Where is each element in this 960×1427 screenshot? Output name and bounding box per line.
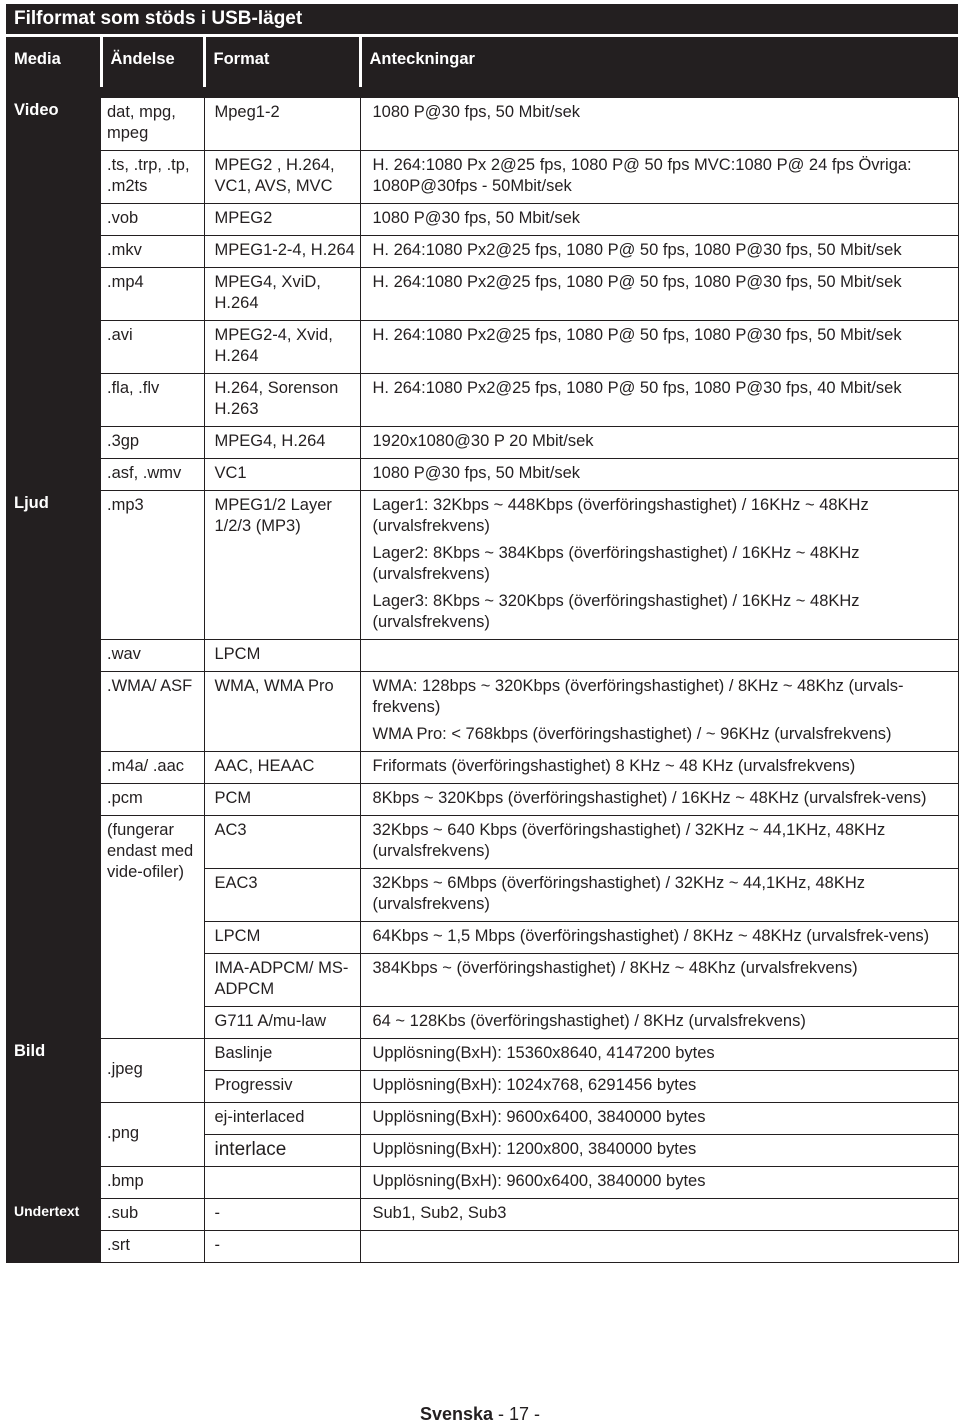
table-row xyxy=(6,1039,958,1071)
extension-cell: .bmp xyxy=(101,1167,204,1199)
table-row xyxy=(6,374,958,427)
footer-page-number: - 17 - xyxy=(493,1404,541,1424)
note-text: 64 ~ 128Kbs (överföringshastighet) / 8KHz (urvalsfrekvens) xyxy=(372,1012,806,1030)
note-text: H. 264:1080 Px2@25 fps, 1080 P@ 50 fps, 1080 P@30 fps, 50 Mbit/sek xyxy=(372,326,902,344)
table-row xyxy=(6,204,958,236)
notes-cell xyxy=(360,204,958,236)
format-cell: LPCM xyxy=(204,640,360,672)
extension-cell: .avi xyxy=(101,321,204,374)
note-text: 1080 P@30 fps, 50 Mbit/sek xyxy=(372,103,581,121)
notes-cell xyxy=(360,816,958,869)
notes-cell xyxy=(360,459,958,491)
table-row xyxy=(6,1231,958,1263)
note-text: Upplösning(BxH): 9600x6400, 3840000 bytes xyxy=(372,1172,706,1190)
note-text: 1920x1080@30 P 20 Mbit/sek xyxy=(372,432,594,450)
note-text: H. 264:1080 Px2@25 fps, 1080 P@ 50 fps, 1080 P@30 fps, 40 Mbit/sek xyxy=(372,379,902,397)
page-title: Filformat som stöds i USB-läget xyxy=(6,4,958,34)
notes-cell xyxy=(360,672,958,752)
table-row xyxy=(6,98,958,151)
extension-cell: .m4a/ .aac xyxy=(101,752,204,784)
note-text: WMA Pro: < 768kbps (överföringshastighet) / ~ 96KHz (urvalsfrekvens) xyxy=(372,725,892,743)
notes-cell xyxy=(360,491,958,640)
notes-cell xyxy=(360,1231,958,1263)
note-text: 32Kbps ~ 640 Kbps (överföringshastighet) / 32KHz ~ 44,1KHz, 48KHz (urvalsfrekvens) xyxy=(372,821,886,860)
table-body xyxy=(6,87,958,1263)
header-format: Format xyxy=(204,37,360,87)
format-cell: G711 A/mu-law xyxy=(204,1007,360,1039)
table-row xyxy=(6,1103,958,1135)
table-row xyxy=(6,752,958,784)
notes-cell xyxy=(360,1103,958,1135)
note-text: Sub1, Sub2, Sub3 xyxy=(372,1204,507,1222)
format-cell: IMA-ADPCM/ MS-ADPCM xyxy=(204,954,360,1007)
notes-cell xyxy=(360,1039,958,1071)
table-row xyxy=(6,1167,958,1199)
extension-cell: .mp3 xyxy=(101,491,204,640)
format-cell: MPEG4, H.264 xyxy=(204,427,360,459)
format-cell: MPEG2 , H.264, VC1, AVS, MVC xyxy=(204,151,360,204)
note-text: Upplösning(BxH): 1024x768, 6291456 bytes xyxy=(372,1076,697,1094)
notes-cell xyxy=(360,922,958,954)
note-text: 64Kbps ~ 1,5 Mbps (överföringshastighet) / 8KHz ~ 48KHz (urvalsfrek-vens) xyxy=(372,927,930,945)
format-cell: MPEG1/2 Layer 1/2/3 (MP3) xyxy=(204,491,360,640)
header-extension: Ändelse xyxy=(101,37,204,87)
media-cell: Bild xyxy=(6,1039,101,1199)
format-cell: EAC3 xyxy=(204,869,360,922)
table-row xyxy=(6,491,958,640)
format-cell: H.264, Sorenson H.263 xyxy=(204,374,360,427)
table-row xyxy=(6,459,958,491)
note-text: Friformats (överföringshastighet) 8 KHz ~ 48 KHz (urvalsfrekvens) xyxy=(372,757,856,775)
format-cell: MPEG2 xyxy=(204,204,360,236)
table-row xyxy=(6,236,958,268)
notes-cell xyxy=(360,98,958,151)
extension-cell: .3gp xyxy=(101,427,204,459)
notes-cell xyxy=(360,954,958,1007)
note-text: Lager1: 32Kbps ~ 448Kbps (överföringshastighet) / 16KHz ~ 48KHz (urvalsfrekvens) xyxy=(372,496,869,535)
extension-cell: .png xyxy=(101,1103,204,1167)
notes-cell xyxy=(360,374,958,427)
note-text: Upplösning(BxH): 1200x800, 3840000 bytes xyxy=(372,1140,697,1158)
note-text: 8Kbps ~ 320Kbps (överföringshastighet) / 16KHz ~ 48KHz (urvalsfrek-vens) xyxy=(372,789,927,807)
table-row xyxy=(6,1199,958,1231)
note-text: 1080 P@30 fps, 50 Mbit/sek xyxy=(372,209,581,227)
note-text: 1080 P@30 fps, 50 Mbit/sek xyxy=(372,464,581,482)
note-text: Lager3: 8Kbps ~ 320Kbps (överföringshastighet) / 16KHz ~ 48KHz (urvalsfrekvens) xyxy=(372,592,860,631)
format-cell: LPCM xyxy=(204,922,360,954)
format-cell: - xyxy=(204,1199,360,1231)
format-cell: ej-interlaced xyxy=(204,1103,360,1135)
notes-cell xyxy=(360,1167,958,1199)
format-cell: Progressiv xyxy=(204,1071,360,1103)
notes-cell xyxy=(360,151,958,204)
header-media: Media xyxy=(6,37,101,87)
table-row xyxy=(6,427,958,459)
extension-cell: .mkv xyxy=(101,236,204,268)
extension-cell: .jpeg xyxy=(101,1039,204,1103)
note-text: Lager2: 8Kbps ~ 384Kbps (överföringshastighet) / 16KHz ~ 48KHz (urvalsfrekvens) xyxy=(372,544,860,583)
note-text: 32Kbps ~ 6Mbps (överföringshastighet) / 32KHz ~ 44,1KHz, 48KHz (urvalsfrekvens) xyxy=(372,874,866,913)
header-spacer xyxy=(6,87,958,98)
format-cell: Baslinje xyxy=(204,1039,360,1071)
extension-cell: .srt xyxy=(101,1231,204,1263)
note-text: H. 264:1080 Px2@25 fps, 1080 P@ 50 fps, 1080 P@30 fps, 50 Mbit/sek xyxy=(372,241,902,259)
notes-cell xyxy=(360,321,958,374)
header-notes: Anteckningar xyxy=(360,37,958,87)
format-cell: PCM xyxy=(204,784,360,816)
note-text: H. 264:1080 Px 2@25 fps, 1080 P@ 50 fps MVC:1080 P@ 24 fps Övriga: 1080P@30fps - 50Mbit/sek xyxy=(372,156,912,195)
format-cell: MPEG4, XviD, H.264 xyxy=(204,268,360,321)
extension-cell: .mp4 xyxy=(101,268,204,321)
format-cell: AAC, HEAAC xyxy=(204,752,360,784)
footer-language: Svenska xyxy=(419,1404,494,1424)
table-row xyxy=(6,151,958,204)
format-cell: WMA, WMA Pro xyxy=(204,672,360,752)
format-cell: Mpeg1-2 xyxy=(204,98,360,151)
extension-cell: .sub xyxy=(101,1199,204,1231)
table-row xyxy=(6,321,958,374)
format-table xyxy=(6,37,959,1263)
extension-cell: dat, mpg, mpeg xyxy=(101,98,204,151)
format-cell: MPEG2-4, Xvid, H.264 xyxy=(204,321,360,374)
note-text: Upplösning(BxH): 9600x6400, 3840000 bytes xyxy=(372,1108,706,1126)
notes-cell xyxy=(360,236,958,268)
notes-cell xyxy=(360,1135,958,1167)
table-header-row xyxy=(6,37,958,87)
extension-cell: .wav xyxy=(101,640,204,672)
media-cell: Video xyxy=(6,98,101,491)
table-row xyxy=(6,268,958,321)
table-row xyxy=(6,784,958,816)
format-cell: interlace xyxy=(204,1135,360,1167)
notes-cell xyxy=(360,784,958,816)
media-cell: Ljud xyxy=(6,491,101,1039)
notes-cell xyxy=(360,869,958,922)
extension-cell: .ts, .trp, .tp, .m2ts xyxy=(101,151,204,204)
extension-cell: (fungerar endast med vide-ofiler) xyxy=(101,816,204,1039)
notes-cell xyxy=(360,427,958,459)
format-cell: - xyxy=(204,1231,360,1263)
format-cell: VC1 xyxy=(204,459,360,491)
notes-cell xyxy=(360,1199,958,1231)
note-text: WMA: 128bps ~ 320Kbps (överföringshastighet) / 8KHz ~ 48Khz (urvals-frekvens) xyxy=(372,677,904,716)
notes-cell xyxy=(360,752,958,784)
notes-cell xyxy=(360,268,958,321)
notes-cell xyxy=(360,640,958,672)
note-text: 384Kbps ~ (överföringshastighet) / 8KHz ~ 48Khz (urvalsfrekvens) xyxy=(372,959,858,977)
extension-cell: .pcm xyxy=(101,784,204,816)
format-cell: MPEG1-2-4, H.264 xyxy=(204,236,360,268)
format-cell: AC3 xyxy=(204,816,360,869)
notes-cell xyxy=(360,1007,958,1039)
format-cell xyxy=(204,1167,360,1199)
format-sheet xyxy=(6,4,958,1263)
extension-cell: .fla, .flv xyxy=(101,374,204,427)
table-row xyxy=(6,640,958,672)
table-row xyxy=(6,672,958,752)
note-text: Upplösning(BxH): 15360x8640, 4147200 bytes xyxy=(372,1044,715,1062)
note-text: H. 264:1080 Px2@25 fps, 1080 P@ 50 fps, 1080 P@30 fps, 50 Mbit/sek xyxy=(372,273,902,291)
notes-cell xyxy=(360,1071,958,1103)
extension-cell: .WMA/ ASF xyxy=(101,672,204,752)
extension-cell: .asf, .wmv xyxy=(101,459,204,491)
extension-cell: .vob xyxy=(101,204,204,236)
table-row xyxy=(6,816,958,869)
media-cell: Undertext xyxy=(6,1199,101,1263)
page-footer xyxy=(0,1404,960,1425)
